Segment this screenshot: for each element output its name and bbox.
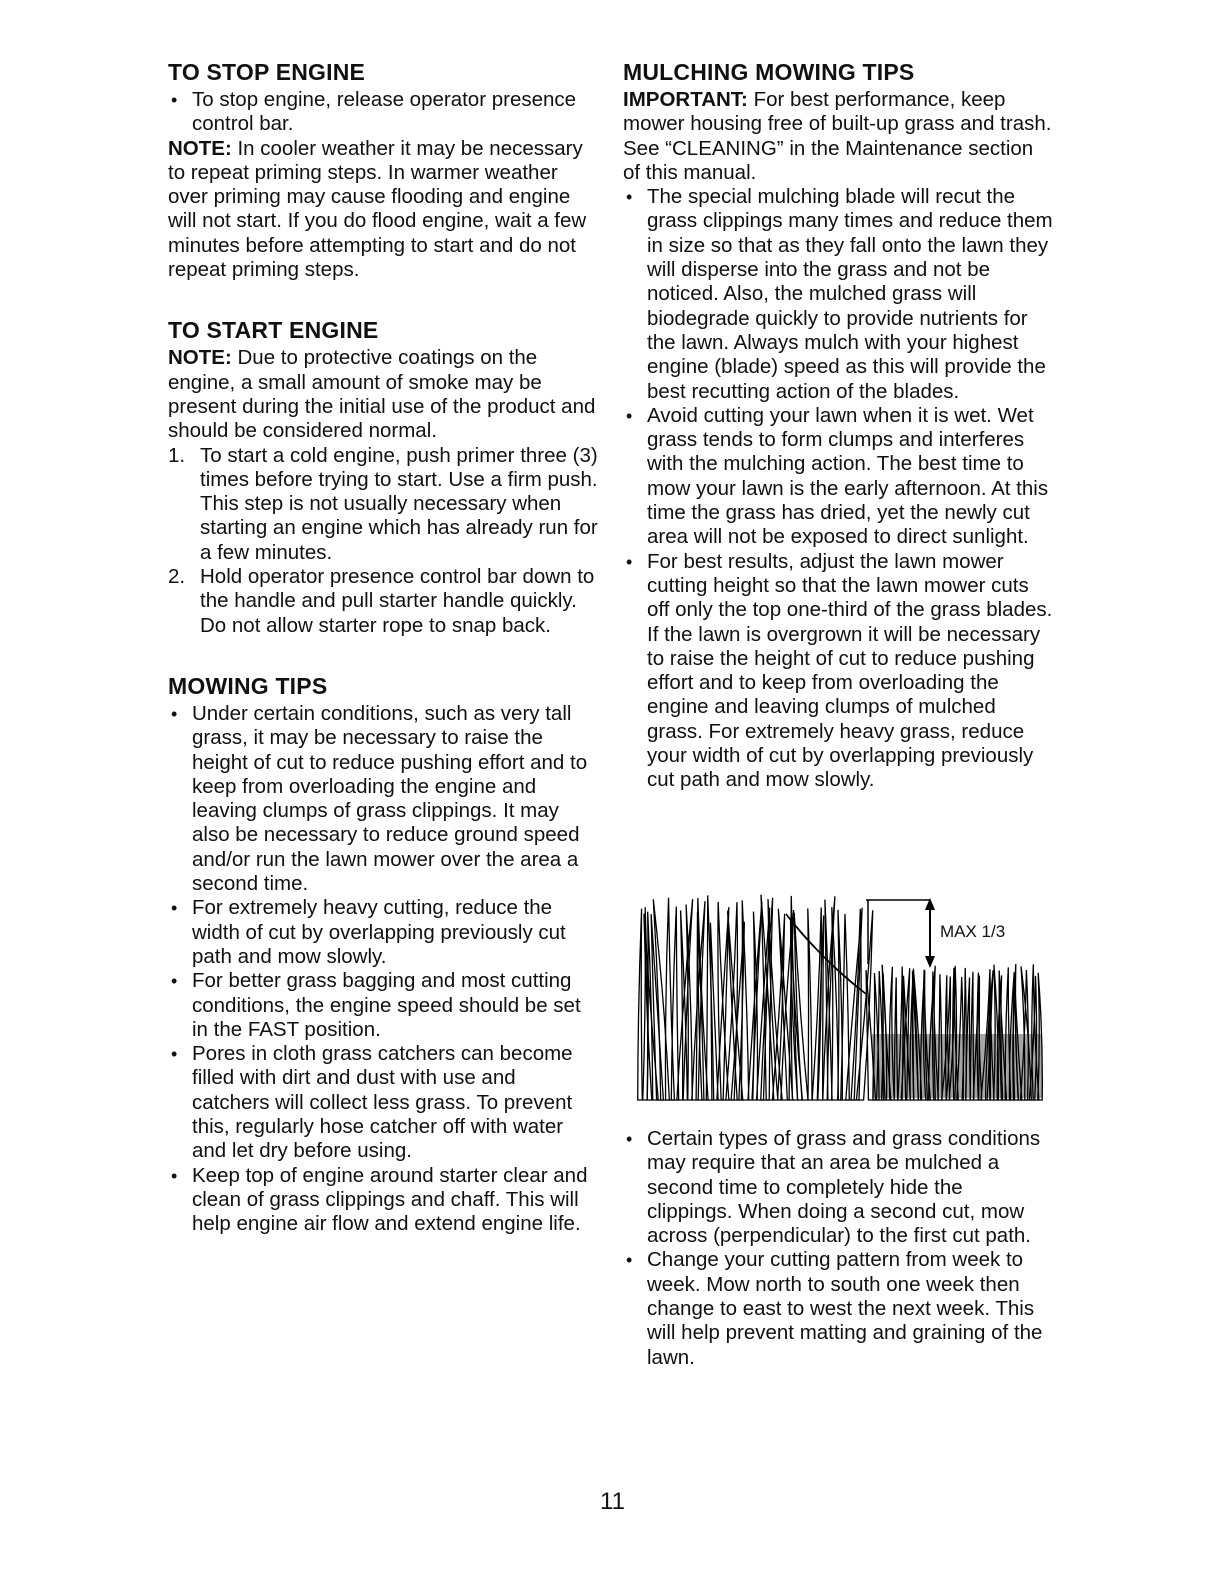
list-item xyxy=(168,896,598,969)
list-item xyxy=(168,969,598,1042)
note-text: In cooler weather it may be necessary to repeat priming steps. In warmer weather over priming may cause flooding and engine will not start. If you do flood engine, wait a few minutes before attempting to start and do not repeat priming steps. xyxy=(168,136,587,282)
note-label: NOTE: xyxy=(168,346,232,370)
grass-blade xyxy=(825,900,832,1100)
list-item xyxy=(168,565,598,638)
important-text: For best performance, keep mower housing free of built-up grass and trash. See “CLEANING” in the Maintenance section of this manual. xyxy=(623,88,1052,184)
max-cut-label: MAX 1/3 xyxy=(940,922,1006,941)
bullet-text: Certain types of grass and grass conditions may require that an area be mulched a second time to completely hide the clippings. When doing a second cut, mow across (perpendicular) to the first cut path. xyxy=(647,1127,1041,1248)
list-item xyxy=(623,185,1053,404)
bullet-text: For better grass bagging and most cutting conditions, the engine speed should be set in the FAST position. xyxy=(192,969,581,1041)
max-height-arrow-down xyxy=(925,956,935,968)
grass-blade xyxy=(638,909,643,1100)
start-engine-heading: TO START ENGINE xyxy=(168,317,379,344)
bullet-text: Avoid cutting your lawn when it is wet. Wet grass tends to form clumps and interferes with the mulching action. The best time to mow your lawn is the early afternoon. At this time the grass has dried, yet the newly cut area will not be exposed to direct sunlight. xyxy=(647,403,1049,549)
stop-engine-note xyxy=(168,137,598,283)
bullet-text: Keep top of engine around starter clear and clean of grass clippings and chaff. This will help engine air flow and extend engine life. xyxy=(192,1163,588,1236)
step-number: 1. xyxy=(168,443,186,467)
mowing-tips-list xyxy=(168,702,598,1237)
start-engine-section xyxy=(168,316,598,638)
bullet-text: Pores in cloth grass catchers can become filled with dirt and dust with use and catchers will collect less grass. To prevent this, regularly hose catcher off with water and let dry before using. xyxy=(192,1042,573,1163)
right-column-lower xyxy=(623,1127,1053,1370)
step-text: Hold operator presence control bar down to the handle and pull starter handle quickly. Do not allow starter rope to snap back. xyxy=(200,565,595,637)
grass-blade xyxy=(832,907,839,1100)
right-column xyxy=(623,58,1053,827)
bullet-text: Under certain conditions, such as very tall grass, it may be necessary to raise the height of cut to reduce pushing effort and to keep from overloading the engine and leaving clumps of grass clippings. It may also be necessary to reduce ground speed and/or run the lawn mower over the area a second time. xyxy=(192,701,588,896)
grass-blade xyxy=(710,923,718,1100)
list-item xyxy=(168,444,598,565)
page-number: 11 xyxy=(600,1488,625,1515)
mowing-tips-section xyxy=(168,672,598,1237)
list-item xyxy=(623,404,1053,550)
list-item xyxy=(168,88,598,137)
list-item xyxy=(623,550,1053,793)
important-label: IMPORTANT: xyxy=(623,88,748,111)
important-note xyxy=(623,88,1053,185)
grass-cut-height-icon xyxy=(636,884,1046,1102)
start-engine-note xyxy=(168,346,598,443)
grass-blade xyxy=(741,900,748,1100)
list-item xyxy=(168,702,598,896)
bullet-text: The special mulching blade will recut the grass clippings many times and reduce them in size so that as they fall onto the lawn they will disperse into the grass and not be noticed. Also, the mulched grass will biodegrade quickly to provide nutrients for the lawn. Always mulch with your highest engine (blade) speed as this will provide the best recutting action of the blades. xyxy=(647,185,1053,403)
stop-engine-list xyxy=(168,88,598,137)
mowing-tips-heading: MOWING TIPS xyxy=(168,672,328,699)
bullet-text: Change your cutting pattern from week to week. Mow north to south one week then change to east to west the next week. This will help prevent matting and graining of the lawn. xyxy=(647,1248,1043,1369)
step-number: 2. xyxy=(168,565,186,589)
left-column xyxy=(168,58,598,1270)
list-item xyxy=(168,1164,598,1237)
grass-height-figure xyxy=(636,884,1046,1102)
start-engine-steps xyxy=(168,444,598,638)
note-label: NOTE: xyxy=(168,136,232,160)
mulching-tips-list xyxy=(623,185,1053,792)
bullet-text: For best results, adjust the lawn mower cutting height so that the lawn mower cuts off only the top one-third of the grass blades. If the lawn is overgrown it will be necessary to raise the height of cut to reduce pushing effort and to keep from overloading the engine and leaving clumps of mulched grass. For extremely heavy grass, reduce your width of cut by overlapping previously cut path and mow slowly. xyxy=(647,549,1053,792)
list-item xyxy=(168,1042,598,1163)
mulching-tips-heading: MULCHING MOWING TIPS xyxy=(623,59,915,85)
mulching-tips-list-continued xyxy=(623,1127,1053,1370)
mulching-tips-section xyxy=(623,58,1053,793)
stop-engine-section xyxy=(168,58,598,282)
grass-blade xyxy=(671,907,678,1100)
step-text: To start a cold engine, push primer three (3) times before trying to start. Use a firm push. This step is not usually necessary when starting an engine which has already run for a few minutes. xyxy=(200,443,598,564)
note-text: Due to protective coatings on the engine, a small amount of smoke may be present during the initial use of the product and should be considered normal. xyxy=(168,346,596,443)
bullet-text: For extremely heavy cutting, reduce the width of cut by overlapping previously cut path and mow slowly. xyxy=(192,896,566,968)
ground-shading xyxy=(872,1034,1042,1098)
stop-engine-bullet: To stop engine, release operator presence control bar. xyxy=(192,88,577,136)
list-item xyxy=(623,1127,1053,1248)
grass-blade xyxy=(808,908,812,1100)
stop-engine-heading: TO STOP ENGINE xyxy=(168,59,366,85)
list-item xyxy=(623,1248,1053,1369)
